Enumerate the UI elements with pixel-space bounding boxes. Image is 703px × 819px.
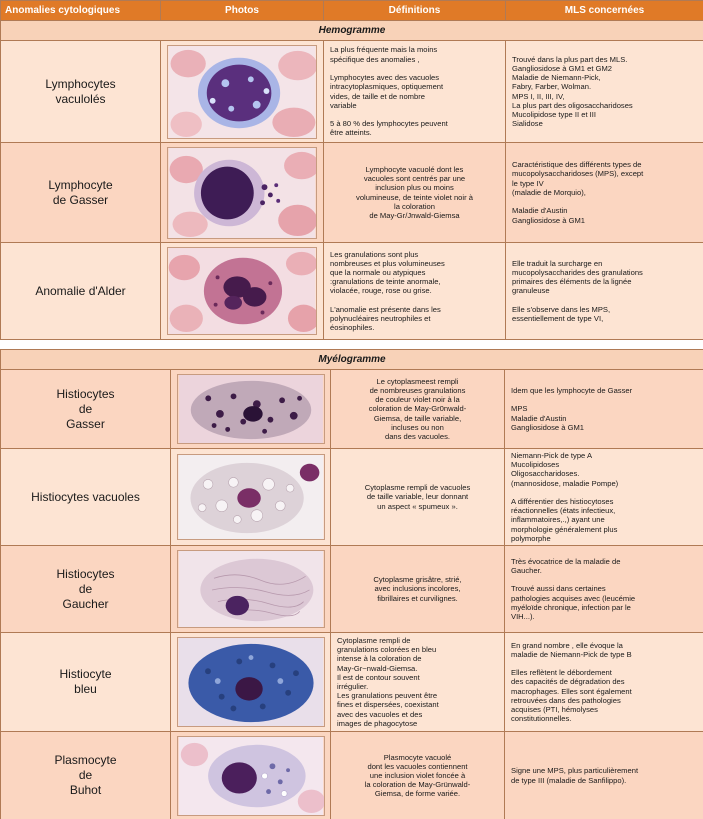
table-row [1, 633, 703, 732]
gasser-histiocyte-micrograph-icon [177, 374, 325, 444]
vacuolated-lymphocyte-micrograph-icon [167, 45, 317, 139]
table-row [1, 732, 703, 819]
photo-cell [171, 370, 331, 449]
definition-text: Le cytoplasmeest rempli de nombreuses granulations de couleur violet noir à la coloration de May-Gr0nwald- Giemsa, de taille variable, incluses ou non dans des vacuoles. [331, 370, 505, 449]
anomaly-name: Plasmocyte de Buhot [1, 732, 171, 819]
definition-text: Plasmocyte vacuolé dont les vacuoles contiennent une inclusion violet foncée à la coloration de May-Grünwald- Giemsa, de forme variée. [331, 732, 505, 819]
mls-text: Très évocatrice de la maladie de Gaucher. Trouvé aussi dans certaines pathologies acquises avec (leucémie myéloïde chronique, infection par le VIH...). [505, 546, 703, 633]
photo-cell [161, 243, 324, 340]
myelogramme-table [0, 349, 703, 819]
photo-cell [171, 546, 331, 633]
anomaly-name: Histiocytes de Gaucher [1, 546, 171, 633]
photo-cell [161, 41, 324, 143]
blue-histiocyte-micrograph-icon [177, 637, 325, 727]
definition-text: La plus fréquente mais la moins spécifique des anomalies , Lymphocytes avec des vacuoles intracytoplasmiques, optiquement vides, de taille et de nombre variable 5 à 80 % des lymphocytes peuvent être atteints. [324, 41, 506, 143]
mls-text: Elle traduit la surcharge en mucopolysaccharides des granulations primaires des éléments de la lignée granuleuse Elle s'observe dans les MPS, essentiellement de type VI, [506, 243, 703, 340]
mls-text: En grand nombre , elle évoque la maladie de Niemann-Pick de type B Elles reflètent le débordement des capacités de dégradation des macrophages. Elles sont également retrouvées dans des pathologies acquises (PTI, hémolyses constitutionnelles. [505, 633, 703, 732]
header-mls: MLS concernées [506, 1, 703, 21]
anomaly-name: Lymphocytes vaculolés [1, 41, 161, 143]
anomaly-name: Histiocytes de Gasser [1, 370, 171, 449]
anomaly-name: Histiocyte bleu [1, 633, 171, 732]
section-row-hemogramme [1, 21, 703, 41]
photo-cell [161, 143, 324, 243]
header-photos: Photos [161, 1, 324, 21]
buhot-plasmocyte-micrograph-icon [177, 736, 325, 816]
vacuolated-histiocyte-micrograph-icon [177, 454, 325, 540]
mls-text: Idem que les lymphocyte de Gasser MPS Maladie d'Austin Gangliosidose à GM1 [505, 370, 703, 449]
alder-anomaly-micrograph-icon [167, 247, 317, 335]
hemogramme-table [0, 0, 703, 340]
mls-text: Niemann-Pick de type A Mucolipidoses Oligosaccharidoses. (mannosidose, maladie Pompe) A différentier des histiocytoses réactionnelles (états infectieux, inflammatoires,.,) ayant une morphologie généralement plus polymorphe [505, 449, 703, 546]
section-row-myelogramme [1, 350, 703, 370]
section-title-myelogramme: Myélogramme [1, 350, 703, 370]
mls-text: Signe une MPS, plus particulièrement de type III (maladie de Sanfilippo). [505, 732, 703, 819]
table-row [1, 546, 703, 633]
mls-text: Caractéristique des différents types de mucopolysaccharidoses (MPS), except le type IV (maladie de Morquio), Maladie d'Austin Gangliosidose à GM1 [506, 143, 703, 243]
definition-text: Cytoplasme rempli de vacuoles de taille variable, leur donnant un aspect « spumeux ». [331, 449, 505, 546]
table-row [1, 243, 703, 340]
photo-cell [171, 732, 331, 819]
photo-cell [171, 633, 331, 732]
table-row [1, 370, 703, 449]
header-anomalies: Anomalies cytologiques [1, 1, 161, 21]
definition-text: Cytoplasme grisâtre, strié, avec inclusions incolores, fibrillaires et curvilignes. [331, 546, 505, 633]
definition-text: Les granulations sont plus nombreuses et plus volumineuses que la normale ou atypiques :granulations de teinte anormale, violacée, rouge, rose ou grise. L'anomalie est présente dans les polynucléaires neutrophiles et éosinophiles. [324, 243, 506, 340]
definition-text: Cytoplasme rempli de granulations colorées en bleu intense à la coloration de May-Gr~nwald-Giemsa. Il est de contour souvent irrégulier. Les granulations peuvent être fines et dispersées, coexistant avec des vacuoles et des images de phagocytose [331, 633, 505, 732]
table-header-row [1, 1, 703, 21]
anomaly-name: Histiocytes vacuoles [1, 449, 171, 546]
table-row [1, 143, 703, 243]
definition-text: Lymphocyte vacuolé dont les vacuoles sont centrés par une inclusion plus ou moins volumineuse, de teinte violet noir à la coloration de May-Gr/Jnwald-Giemsa [324, 143, 506, 243]
anomaly-name: Lymphocyte de Gasser [1, 143, 161, 243]
gaucher-histiocyte-micrograph-icon [177, 550, 325, 628]
table-row [1, 41, 703, 143]
anomaly-name: Anomalie d'Alder [1, 243, 161, 340]
section-title-hemogramme: Hemogramme [1, 21, 703, 41]
photo-cell [171, 449, 331, 546]
table-row [1, 449, 703, 546]
table-gap [0, 341, 703, 349]
mls-text: Trouvé dans la plus part des MLS. Gangliosidose à GM1 et GM2 Maladie de Niemann-Pick, Fabry, Farber, Wolman. MPS I, II, III, IV, La plus part des oligosaccharidoses Mucolipidose type II et III Sialidose [506, 41, 703, 143]
header-definitions: Définitions [324, 1, 506, 21]
gasser-lymphocyte-micrograph-icon [167, 147, 317, 239]
